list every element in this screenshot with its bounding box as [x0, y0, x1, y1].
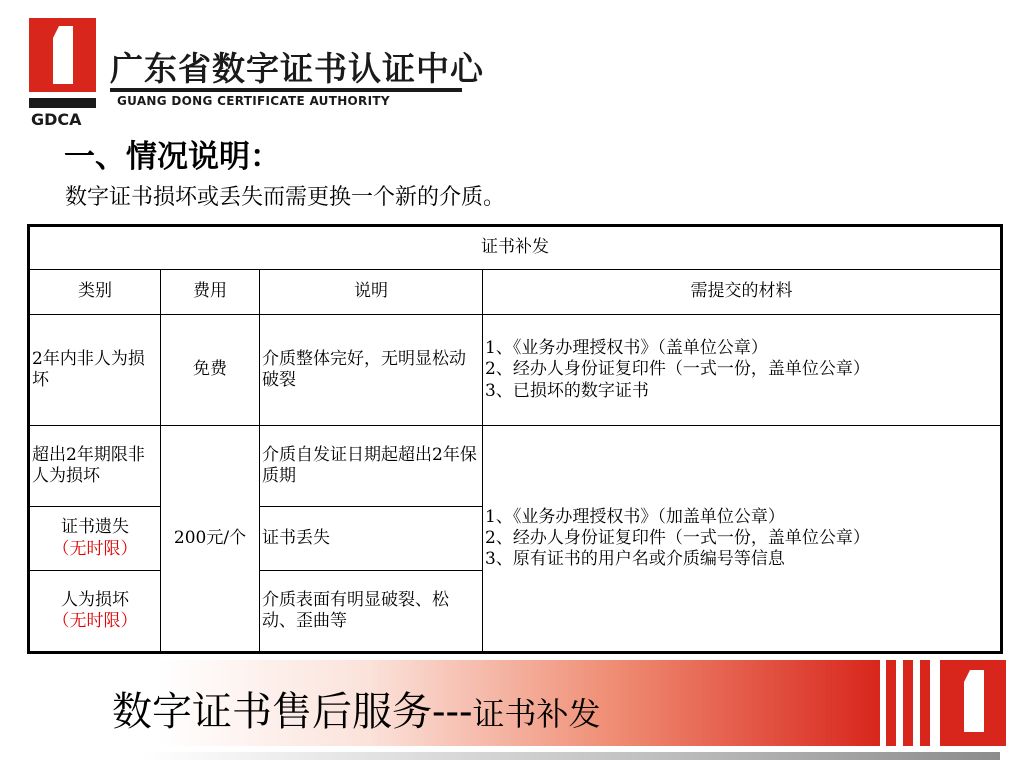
row4-category: 人为损坏 [61, 589, 129, 610]
table-row [29, 426, 1002, 507]
table-title: 证书补发 [29, 226, 1002, 270]
row4-category-cell [29, 571, 161, 653]
material-item: 2、经办人身份证复印件（一式一份，盖单位公章） [485, 527, 870, 548]
row3-category-cell [29, 507, 161, 571]
reissue-table [27, 224, 1003, 654]
footer-divider [140, 752, 1000, 760]
footer-title-sub: 证书补发 [472, 695, 601, 733]
table-header-row [29, 270, 1002, 315]
intro-text: 数字证书损坏或丢失而需更换一个新的介质。 [65, 185, 506, 210]
material-item: 2、经办人身份证复印件（一式一份，盖单位公章） [485, 359, 870, 380]
row1-fee: 免费 [161, 315, 260, 426]
gdca-logo-icon [29, 18, 96, 108]
table-row [29, 315, 1002, 426]
logo-divider [110, 88, 462, 92]
row3-description: 证书丢失 [260, 507, 483, 571]
section-heading: 一、情况说明： [64, 139, 281, 175]
footer-title-main: 数字证书售后服务--- [112, 689, 473, 735]
header-materials: 需提交的材料 [483, 270, 1002, 315]
logo-name-en: GUANG DONG CERTIFICATE AUTHORITY [117, 94, 390, 108]
logo-abbr: GDCA [31, 110, 82, 129]
row3-category: 证书遗失 [61, 517, 129, 538]
gdca-footer-logo-icon [940, 660, 1006, 746]
row2-category: 超出2年期限非人为损坏 [29, 426, 161, 507]
row3-time-note: （无时限） [52, 538, 138, 559]
row1-materials [483, 315, 1002, 426]
row4-description: 介质表面有明显破裂、松动、歪曲等 [260, 571, 483, 653]
footer-bar [920, 660, 930, 746]
footer-bar [886, 660, 896, 746]
shared-materials [483, 426, 1002, 653]
logo-name-cn: 广东省数字证书认证中心 [110, 49, 484, 88]
material-item: 3、已损坏的数字证书 [485, 380, 649, 401]
footer-bar [903, 660, 913, 746]
row1-description: 介质整体完好，无明显松动破裂 [260, 315, 483, 426]
header-category: 类别 [29, 270, 161, 315]
material-item: 3、原有证书的用户名或介质编号等信息 [485, 549, 785, 570]
shared-fee: 200元/个 [161, 426, 260, 653]
header-fee: 费用 [161, 270, 260, 315]
table-title-row [29, 226, 1002, 270]
row1-category: 2年内非人为损坏 [29, 315, 161, 426]
header-description: 说明 [260, 270, 483, 315]
material-item: 1、《业务办理授权书》（盖单位公章） [485, 338, 768, 359]
footer-title [112, 680, 601, 737]
row4-time-note: （无时限） [52, 611, 138, 631]
row2-description: 介质自发证日期起超出2年保质期 [260, 426, 483, 507]
material-item: 1、《业务办理授权书》（加盖单位公章） [485, 506, 785, 527]
